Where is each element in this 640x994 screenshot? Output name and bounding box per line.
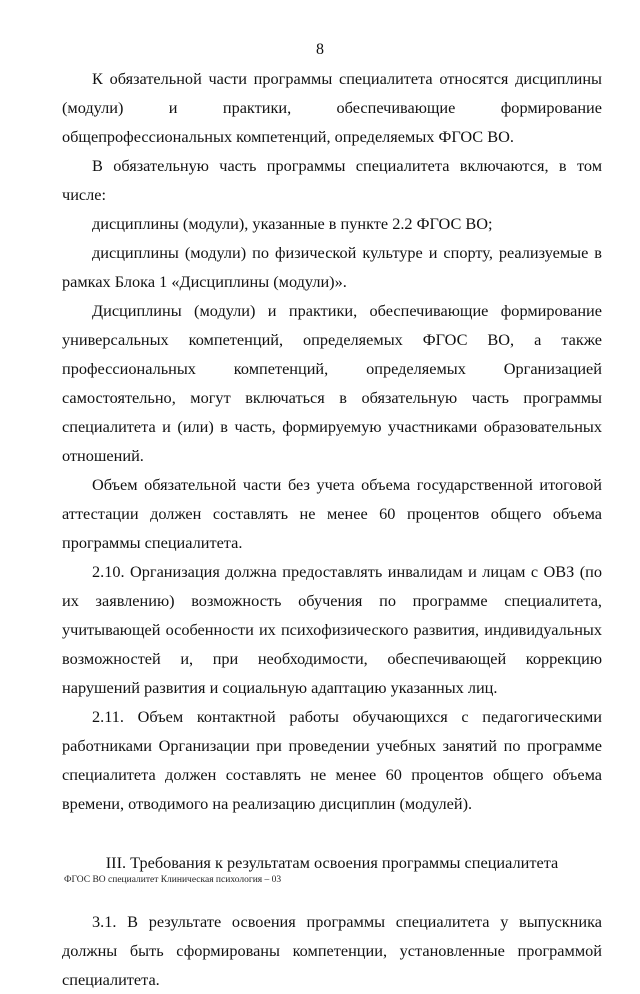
paragraph: В обязательную часть программы специалитета включаются, в том числе: [62, 156, 602, 204]
paragraph: Дисциплины (модули) и практики, обеспечивающие формирование универсальных компетенций, определяемых ФГОС ВО, а также профессиональных компетенций, определяемых Организацией самостоятельно, могут включаться в обязательную часть программы специалитета и (или) в часть, формируемую участниками образовательных отношений. [62, 301, 602, 465]
document-footer: ФГОС ВО специалитет Клиническая психология – 03 [64, 875, 282, 885]
spacer [62, 818, 602, 848]
paragraph: Объем обязательной части без учета объема государственной итоговой аттестации должен составлять не менее 60 процентов общего объема программы специалитета. [62, 475, 602, 552]
paragraph: 2.11. Объем контактной работы обучающихся с педагогическими работниками Организации при проведении учебных занятий по программе специалитета должен составлять не менее 60 процентов общего объема времени, отводимого на реализацию дисциплин (модулей). [62, 707, 602, 813]
paragraph: дисциплины (модули) по физической культуре и спорту, реализуемые в рамках Блока 1 «Дисциплины (модули)». [62, 243, 602, 291]
paragraph: 2.10. Организация должна предоставлять инвалидам и лицам с ОВЗ (по их заявлению) возможность обучения по программе специалитета, учитывающей особенности их психофизического развития, индивидуальных возможностей и, при необходимости, обеспечивающей коррекцию нарушений развития и социальную адаптацию указанных лиц. [62, 562, 602, 697]
page-number: 8 [316, 41, 324, 58]
paragraph: 3.1. В результате освоения программы специалитета у выпускника должны быть сформированы компетенции, установленные программой специалитета. [62, 912, 602, 989]
section-heading: III. Требования к результатам освоения программы специалитета [105, 853, 559, 872]
document-body [62, 64, 602, 994]
paragraph: К обязательной части программы специалитета относятся дисциплины (модули) и практики, обеспечивающие формирование общепрофессиональных компетенций, определяемых ФГОС ВО. [62, 69, 602, 146]
paragraph: дисциплины (модули), указанные в пункте 2.2 ФГОС ВО; [92, 214, 493, 233]
